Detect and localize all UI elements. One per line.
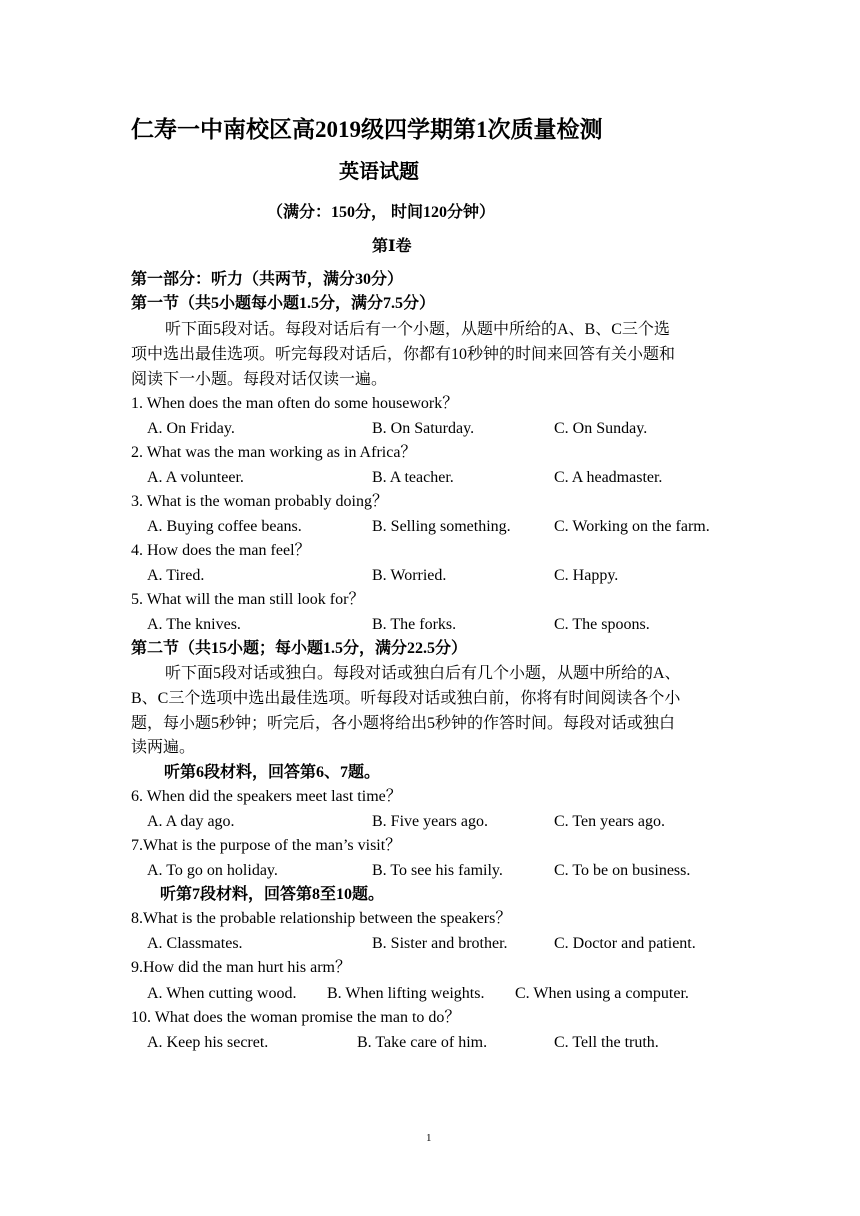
section1-instruction-line: 项中选出最佳选项。听完每段对话后，你都有10秒钟的时间来回答有关小题和 <box>131 346 676 363</box>
section1-heading: 第一节（共5小题每小题1.5分，满分7.5分） <box>131 295 436 312</box>
question-6: 6. When did the speakers meet last time？ <box>131 788 402 805</box>
section2-instruction-line: 读两遍。 <box>131 739 196 756</box>
q6-option-a: A. A day ago. <box>147 813 235 830</box>
section2-instruction-line: 题，每小题5秒钟；听完后，各小题将给出5秒钟的作答时间。每段对话或独白 <box>131 715 676 732</box>
q8-option-c: C. Doctor and patient. <box>554 935 696 952</box>
question-4: 4. How does the man feel？ <box>131 542 311 559</box>
question-7: 7.What is the purpose of the man’s visit？ <box>131 837 402 854</box>
question-10: 10. What does the woman promise the man to do？ <box>131 1009 461 1026</box>
question-2: 2. What was the man working as in Africa？ <box>131 444 417 461</box>
section1-instruction-line: 阅读下一小题。每段对话仅读一遍。 <box>131 371 388 388</box>
section2-heading: 第二节（共15小题；每小题1.5分，满分22.5分） <box>131 640 468 657</box>
q4-option-b: B. Worried. <box>372 567 447 584</box>
q5-option-c: C. The spoons. <box>554 616 650 633</box>
q1-option-b: B. On Saturday. <box>372 420 475 437</box>
q4-option-a: A. Tired. <box>147 567 205 584</box>
q7-option-a: A. To go on holiday. <box>147 862 278 879</box>
q4-option-c: C. Happy. <box>554 567 619 584</box>
q7-option-c: C. To be on business. <box>554 862 691 879</box>
exam-title: 仁寿一中南校区高2019级四学期第1次质量检测 <box>131 117 603 142</box>
q1-option-a: A. On Friday. <box>147 420 235 437</box>
q8-option-a: A. Classmates. <box>147 935 243 952</box>
section1-instruction-line: 听下面5段对话。每段对话后有一个小题，从题中所给的A、B、C三个选 <box>165 321 670 338</box>
page-number: 1 <box>426 1132 432 1144</box>
q6-option-b: B. Five years ago. <box>372 813 488 830</box>
q2-option-a: A. A volunteer. <box>147 469 244 486</box>
question-9: 9.How did the man hurt his arm？ <box>131 959 351 976</box>
material-6-note: 听第6段材料，回答第6、7题。 <box>164 764 381 781</box>
q6-option-c: C. Ten years ago. <box>554 813 665 830</box>
section2-instruction-line: 听下面5段对话或独白。每段对话或独白后有几个小题，从题中所给的A、 <box>165 665 681 682</box>
q2-option-b: B. A teacher. <box>372 469 454 486</box>
q9-option-b: B. When lifting weights. <box>327 985 485 1002</box>
subject-title: 英语试题 <box>339 161 419 183</box>
question-1: 1. When does the man often do some housework？ <box>131 395 459 412</box>
q5-option-b: B. The forks. <box>372 616 457 633</box>
part1-heading: 第一部分：听力（共两节，满分30分） <box>131 271 404 288</box>
section2-instruction-line: B、C三个选项中选出最佳选项。听每段对话或独白前，你将有时间阅读各个小 <box>131 690 681 707</box>
q3-option-b: B. Selling something. <box>372 518 511 535</box>
q1-option-c: C. On Sunday. <box>554 420 648 437</box>
q10-option-a: A. Keep his secret. <box>147 1034 269 1051</box>
question-3: 3. What is the woman probably doing？ <box>131 493 389 510</box>
q5-option-a: A. The knives. <box>147 616 241 633</box>
q10-option-b: B. Take care of him. <box>357 1034 488 1051</box>
score-time-note: （满分：150分， 时间120分钟） <box>267 204 496 221</box>
q3-option-c: C. Working on the farm. <box>554 518 710 535</box>
q3-option-a: A. Buying coffee beans. <box>147 518 302 535</box>
question-8: 8.What is the probable relationship between the speakers？ <box>131 910 512 927</box>
q7-option-b: B. To see his family. <box>372 862 503 879</box>
q9-option-a: A. When cutting wood. <box>147 985 297 1002</box>
q8-option-b: B. Sister and brother. <box>372 935 508 952</box>
q10-option-c: C. Tell the truth. <box>554 1034 659 1051</box>
q2-option-c: C. A headmaster. <box>554 469 663 486</box>
question-5: 5. What will the man still look for？ <box>131 591 365 608</box>
q9-option-c: C. When using a computer. <box>515 985 689 1002</box>
material-7-note: 听第7段材料，回答第8至10题。 <box>160 886 385 903</box>
volume-label: 第Ⅰ卷 <box>372 238 412 255</box>
